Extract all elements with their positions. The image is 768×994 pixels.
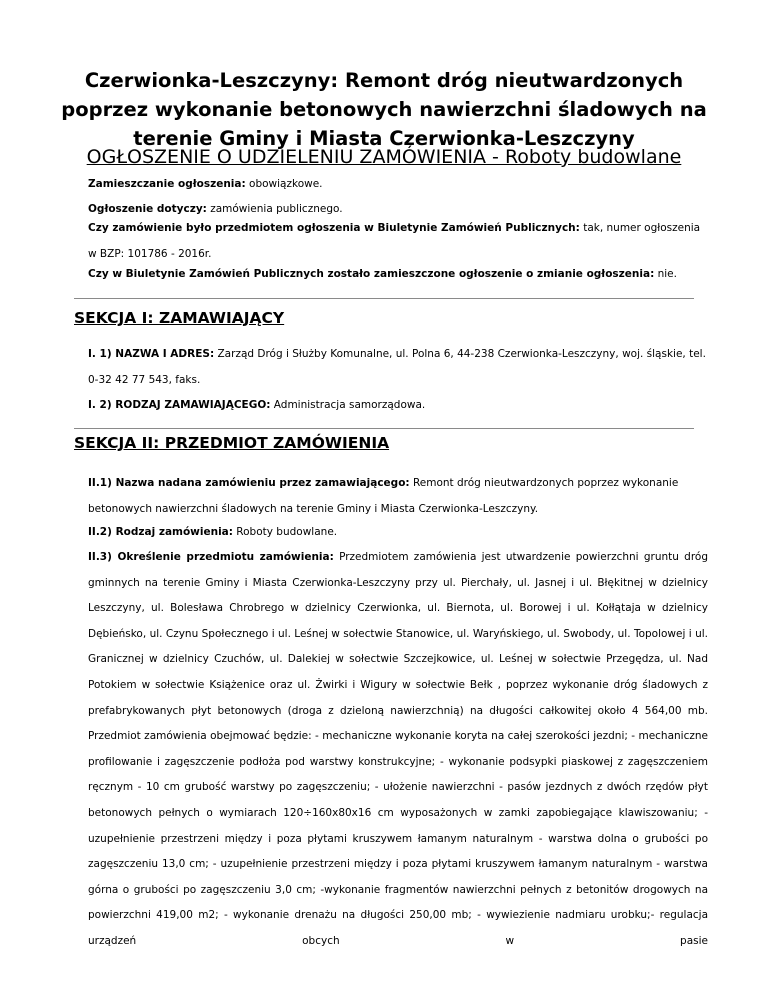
meta-value: nie.: [654, 268, 677, 280]
section2-item-name: [88, 471, 708, 522]
section-heading-1: SEKCJA I: ZAMAWIAJĄCY: [74, 309, 285, 327]
meta-bzp: [88, 216, 708, 267]
section2-item-description: [88, 545, 708, 955]
item-label: I. 1) NAZWA I ADRES:: [88, 348, 215, 360]
meta-label: Czy zamówienie było przedmiotem ogłoszenia w Biuletynie Zamówień Publicznych:: [88, 222, 580, 234]
meta-value: obowiązkowe.: [245, 178, 323, 190]
meta-label: Ogłoszenie dotyczy:: [88, 203, 207, 215]
section-divider: [74, 428, 694, 429]
section1-item-name-address: [88, 342, 708, 393]
section-heading-2: SEKCJA II: PRZEDMIOT ZAMÓWIENIA: [74, 434, 390, 452]
meta-obligation: [88, 172, 708, 198]
page-subtitle: OGŁOSZENIE O UDZIELENIU ZAMÓWIENIA - Roboty budowlane: [86, 146, 682, 168]
item-label: II.3) Określenie przedmiotu zamówienia:: [88, 551, 334, 563]
meta-label: Zamieszczanie ogłoszenia:: [88, 178, 246, 190]
meta-value: tak, numer ogłoszenia w BZP: 101786 - 2016r.: [88, 222, 701, 260]
section-divider: [74, 298, 694, 299]
item-label: I. 2) RODZAJ ZAMAWIAJĄCEGO:: [88, 399, 271, 411]
meta-value: zamówienia publicznego.: [206, 203, 343, 215]
page-title: Czerwionka-Leszczyny: Remont dróg nieutwardzonych poprzez wykonanie betonowych nawierzchni śladowych na terenie Gminy i Miasta Czerwionka-Leszczyny: [61, 69, 707, 150]
item-label: II.2) Rodzaj zamówienia:: [88, 526, 233, 538]
meta-label: Czy w Biuletynie Zamówień Publicznych zostało zamieszczone ogłoszenie o zmianie ogłoszenia:: [88, 268, 655, 280]
item-value: Zarząd Dróg i Służby Komunalne, ul. Polna 6, 44-238 Czerwionka-Leszczyny, woj. śląskie, tel. 0-32 42 77 543, faks.: [88, 348, 706, 386]
item-value: Przedmiotem zamówienia jest utwardzenie powierzchni gruntu dróg gminnych na terenie Gminy i Miasta Czerwionka-Leszczyny przy ul. Pierchały, ul. Jasnej i ul. Błękitnej w dzielnicy Leszczyny, ul. Bolesława Chrobrego w dzielnicy Czerwionka, ul. Biernota, ul. Borowej i ul. Kołłątaja w dzielnicy Dębieńsko, ul. Czynu Społecznego i ul. Leśnej w sołectwie Stanowice, ul. Waryńskiego, ul. Swobody, ul. Topolowej i ul. Granicznej w dzielnicy Czuchów, ul. Dalekiej w sołectwie Szczejkowice, ul. Leśnej w sołectwie Przegędza, ul. Nad Potokiem w sołectwie Książenice oraz ul. Żwirki i Wigury w sołectwie Bełk , poprzez wykonanie dróg śladowych z prefabrykowanych płyt betonowych (droga z dzieloną nawierzchnią) na długości całkowitej około 4 564,00 mb. Przedmiot zamówienia obejmować będzie: - mechaniczne wykonanie koryta na całej szerokości jezdni; - mechaniczne profilowanie i zagęszczenie podłoża pod warstwy konstrukcyjne; - wykonanie podsypki piaskowej z zagęszczeniem ręcznym - 10 cm grubość warstwy po zagęszczeniu; - ułożenie nawierzchni - pasów jezdnych z dwóch rzędów płyt betonowych pełnych o wymiarach 120÷160x80x16 cm wyposażonych w zamki zapobiegające klawiszowaniu; - uzupełnienie przestrzeni między i poza płytami kruszywem łamanym naturalnym - warstwa dolna o grubości po zagęszczeniu 13,0 cm; - uzupełnienie przestrzeni między i poza płytami kruszywem łamanym naturalnym - warstwa górna o grubości po zagęszczeniu 3,0 cm; -wykonanie fragmentów nawierzchni pełnych z betonitów drogowych na powierzchni 419,00 m2; - wykonanie drenażu na długości 250,00 mb; - wywiezienie nadmiaru urobku;- regulacja urządzeń obcych w pasie: [88, 551, 708, 947]
item-value: Administracja samorządowa.: [270, 399, 426, 411]
item-value: Remont dróg nieutwardzonych poprzez wykonanie betonowych nawierzchni śladowych na terenie Gminy i Miasta Czerwionka-Leszczyny.: [88, 477, 679, 515]
section2-item-type: [88, 520, 708, 546]
item-value: Roboty budowlane.: [232, 526, 338, 538]
meta-change: [88, 262, 708, 288]
item-label: II.1) Nazwa nadana zamówieniu przez zamawiającego:: [88, 477, 410, 489]
section1-item-type: [88, 393, 708, 419]
